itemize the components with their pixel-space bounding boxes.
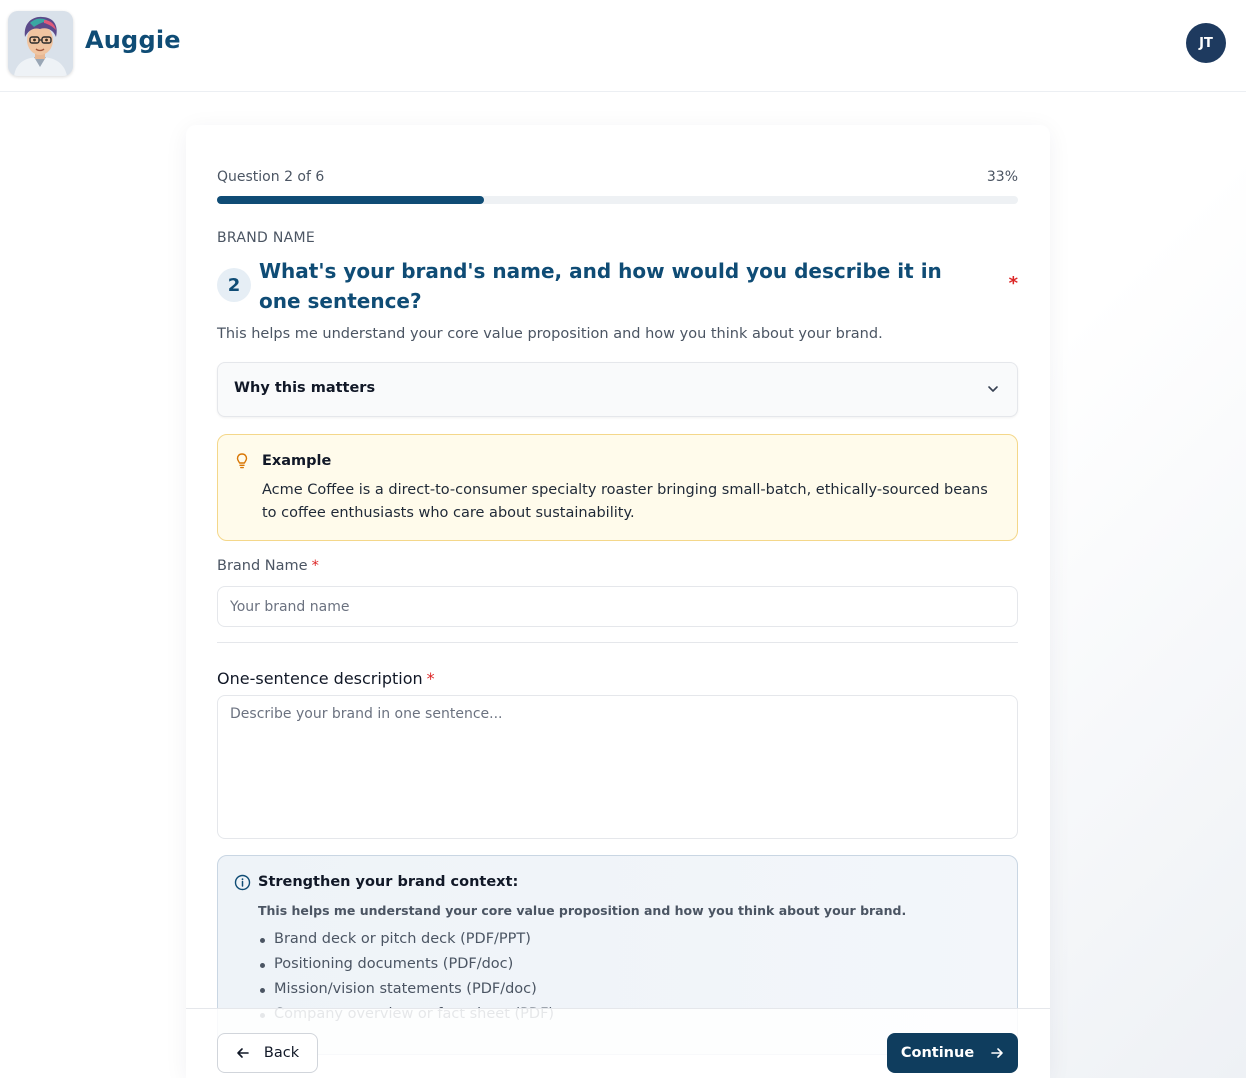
- list-item: Positioning documents (PDF/doc): [258, 952, 998, 977]
- user-avatar[interactable]: JT: [1186, 23, 1226, 63]
- section-label: BRAND NAME: [217, 230, 316, 246]
- brand-name-required-star: *: [311, 558, 319, 574]
- brand-name-label: [217, 558, 319, 574]
- example-title: Example: [262, 453, 332, 469]
- back-button[interactable]: [217, 1033, 318, 1073]
- lightbulb-icon: [234, 452, 250, 470]
- example-callout: [217, 434, 1018, 541]
- list-item: Brand deck or pitch deck (PDF/PPT): [258, 927, 998, 952]
- description-label: [217, 669, 435, 688]
- description-textarea[interactable]: [217, 695, 1018, 839]
- progress-bar: [217, 196, 1018, 204]
- arrow-right-icon: [990, 1046, 1004, 1060]
- continue-button-label: Continue: [900, 1045, 975, 1061]
- why-this-matters-label: Why this matters: [234, 380, 376, 396]
- example-text: Acme Coffee is a direct-to-consumer specialty roaster bringing small-batch, ethically-sourced beans to coffee enthusiasts who care about sustainability.: [262, 482, 988, 521]
- brand-name-label-text: Brand Name: [217, 558, 308, 574]
- question-counter: Question 2 of 6: [217, 169, 325, 185]
- avatar-illustration-icon: [8, 11, 73, 76]
- question-card: [186, 125, 1050, 1078]
- brand-context-subtitle: This helps me understand your core value proposition and how you think about your brand.: [258, 903, 907, 918]
- progress-percent: 33%: [986, 169, 1018, 185]
- brand-context-title: Strengthen your brand context:: [258, 874, 519, 890]
- section-divider: [217, 642, 1018, 643]
- question-number-badge: 2: [217, 268, 251, 302]
- list-item: Mission/vision statements (PDF/doc): [258, 977, 998, 1002]
- why-this-matters-accordion[interactable]: [217, 362, 1018, 417]
- description-required-star: *: [426, 669, 435, 688]
- brand-name-input[interactable]: [217, 586, 1018, 627]
- info-icon: [234, 874, 251, 891]
- description-label-text: One-sentence description: [217, 669, 423, 688]
- app-logo-avatar[interactable]: [8, 11, 73, 76]
- continue-button[interactable]: [887, 1033, 1018, 1073]
- back-button-label: Back: [263, 1045, 300, 1061]
- navigation-footer: [186, 1008, 1050, 1078]
- top-bar: [0, 0, 1246, 92]
- question-help-text: This helps me understand your core value proposition and how you think about your brand.: [217, 326, 883, 342]
- arrow-left-icon: [236, 1046, 250, 1060]
- question-title: What's your brand's name, and how would you describe it in one sentence?: [259, 259, 942, 313]
- app-title: Auggie: [85, 26, 181, 54]
- chevron-down-icon: [985, 381, 1001, 397]
- required-indicator: *: [1008, 273, 1018, 294]
- progress-bar-fill: [217, 196, 484, 204]
